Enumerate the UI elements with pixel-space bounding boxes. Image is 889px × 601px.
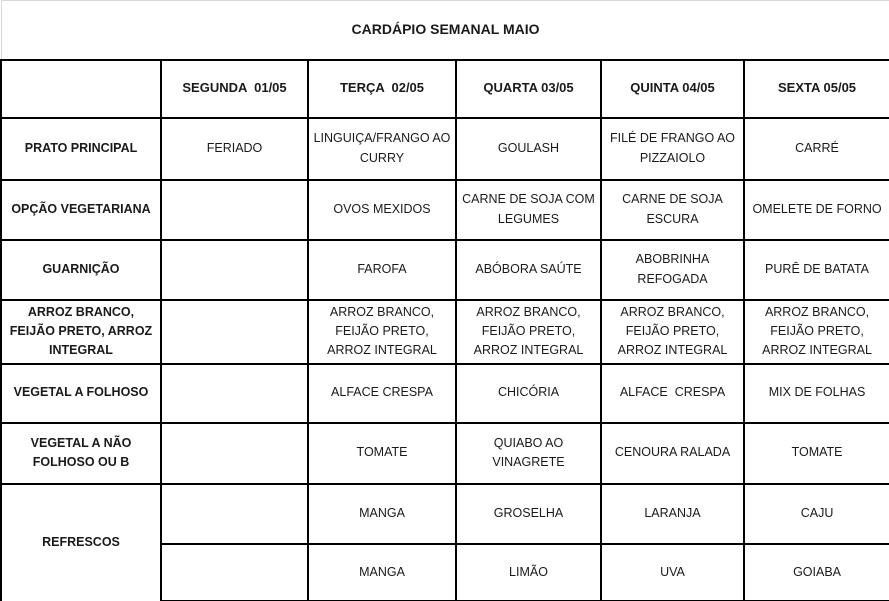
menu-cell: MIX DE FOLHAS — [744, 364, 889, 423]
menu-cell: CARRÉ — [744, 118, 889, 180]
menu-cell: GOULASH — [456, 118, 601, 180]
table-row — [1, 484, 889, 544]
menu-cell: LARANJA — [601, 484, 744, 544]
menu-cell: FERIADO — [161, 118, 308, 180]
menu-cell — [161, 423, 308, 484]
menu-cell: ARROZ BRANCO, FEIJÃO PRETO, ARROZ INTEGRAL — [601, 300, 744, 364]
row-label-vegetal-folhoso: VEGETAL A FOLHOSO — [1, 364, 161, 423]
page-title: CARDÁPIO SEMANAL MAIO — [1, 1, 889, 60]
row-label-opcao-vegetariana: OPÇÃO VEGETARIANA — [1, 180, 161, 240]
menu-cell: ARROZ BRANCO, FEIJÃO PRETO, ARROZ INTEGRAL — [308, 300, 456, 364]
table-row — [1, 180, 889, 240]
menu-cell: TOMATE — [744, 423, 889, 484]
menu-cell: ALFACE CRESPA — [601, 364, 744, 423]
menu-cell: CARNE DE SOJA COM LEGUMES — [456, 180, 601, 240]
table-row — [1, 240, 889, 300]
table-row — [1, 300, 889, 364]
menu-cell: FILÉ DE FRANGO AO PIZZAIOLO — [601, 118, 744, 180]
corner-cell — [1, 60, 161, 118]
row-label-guarnicao: GUARNIÇÃO — [1, 240, 161, 300]
menu-cell: CAJU — [744, 484, 889, 544]
menu-cell: TOMATE — [308, 423, 456, 484]
row-label-arroz-feijao: ARROZ BRANCO, FEIJÃO PRETO, ARROZ INTEGRAL — [1, 300, 161, 364]
day-header-terca: TERÇA 02/05 — [308, 60, 456, 118]
menu-cell: ARROZ BRANCO, FEIJÃO PRETO, ARROZ INTEGRAL — [456, 300, 601, 364]
menu-cell: OMELETE DE FORNO — [744, 180, 889, 240]
menu-cell — [161, 300, 308, 364]
menu-cell: GOIABA — [744, 544, 889, 601]
menu-cell: ALFACE CRESPA — [308, 364, 456, 423]
menu-cell: QUIABO AO VINAGRETE — [456, 423, 601, 484]
menu-cell — [161, 240, 308, 300]
table-row — [1, 364, 889, 423]
menu-cell: ARROZ BRANCO, FEIJÃO PRETO, ARROZ INTEGRAL — [744, 300, 889, 364]
menu-cell: LIMÃO — [456, 544, 601, 601]
menu-cell: LINGUIÇA/FRANGO AO CURRY — [308, 118, 456, 180]
menu-cell: CHICÓRIA — [456, 364, 601, 423]
table-row — [1, 118, 889, 180]
menu-cell — [161, 180, 308, 240]
row-label-prato-principal: PRATO PRINCIPAL — [1, 118, 161, 180]
day-header-sexta: SEXTA 05/05 — [744, 60, 889, 118]
row-label-refrescos: REFRESCOS — [1, 484, 161, 601]
menu-cell: MANGA — [308, 484, 456, 544]
day-header-quinta: QUINTA 04/05 — [601, 60, 744, 118]
menu-cell: GROSELHA — [456, 484, 601, 544]
menu-cell: FAROFA — [308, 240, 456, 300]
menu-cell: OVOS MEXIDOS — [308, 180, 456, 240]
menu-cell: CENOURA RALADA — [601, 423, 744, 484]
menu-cell — [161, 364, 308, 423]
day-header-segunda: SEGUNDA 01/05 — [161, 60, 308, 118]
menu-cell — [161, 544, 308, 601]
menu-cell — [161, 484, 308, 544]
menu-cell: CARNE DE SOJA ESCURA — [601, 180, 744, 240]
menu-cell: UVA — [601, 544, 744, 601]
menu-cell: ABÓBORA SAÚTE — [456, 240, 601, 300]
row-label-vegetal-nao-folhoso: VEGETAL A NÃO FOLHOSO OU B — [1, 423, 161, 484]
day-header-quarta: QUARTA 03/05 — [456, 60, 601, 118]
menu-cell: MANGA — [308, 544, 456, 601]
menu-cell: ABOBRINHA REFOGADA — [601, 240, 744, 300]
menu-cell: PURÊ DE BATATA — [744, 240, 889, 300]
table-row — [1, 423, 889, 484]
